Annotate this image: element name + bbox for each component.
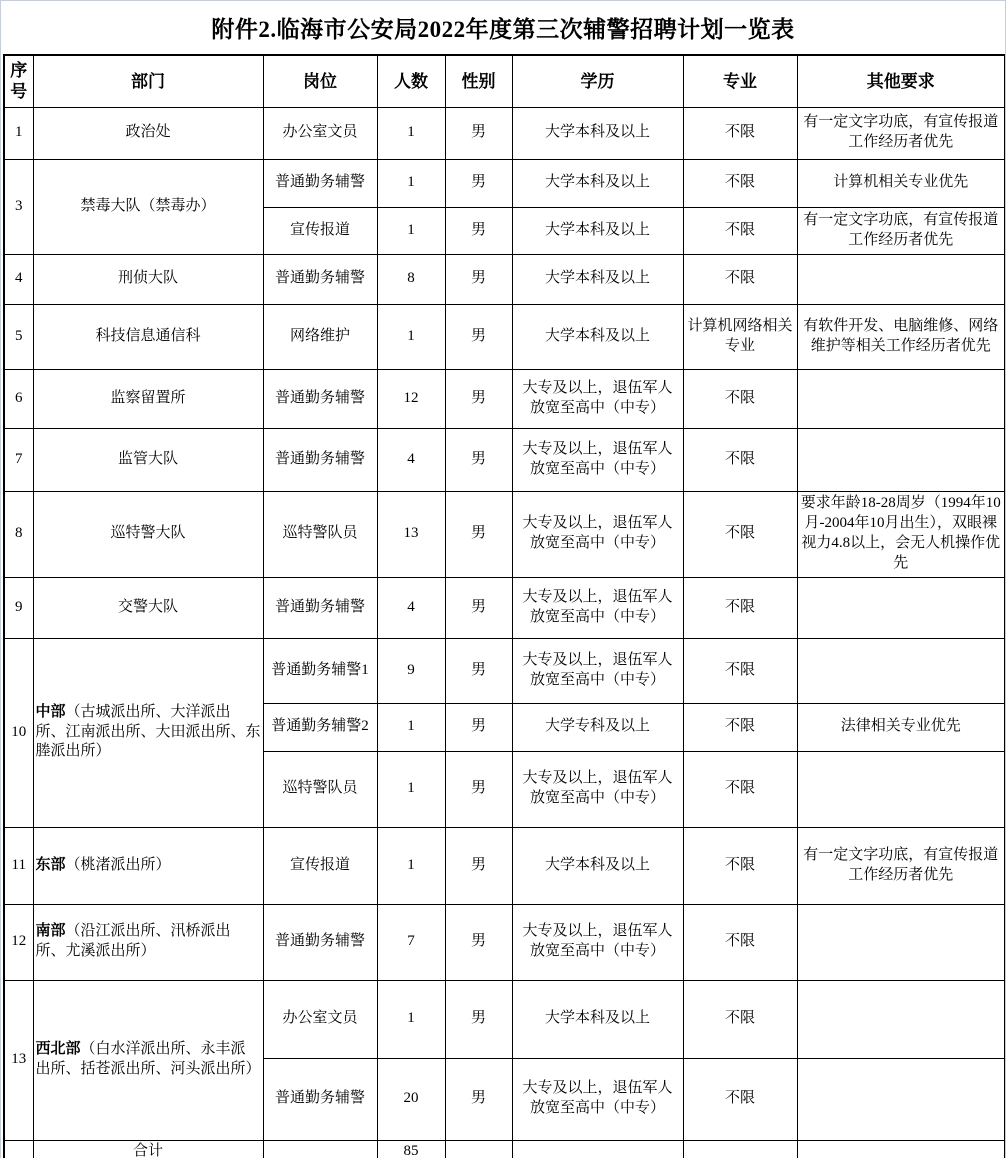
cell-count: 1 (377, 703, 445, 751)
cell-gender: 男 (445, 369, 512, 428)
cell-dept (33, 980, 263, 1140)
cell-edu: 大学本科及以上 (512, 107, 683, 159)
cell-no: 10 (4, 638, 33, 827)
cell-major: 不限 (683, 428, 797, 491)
dept-name-text: 监察留置所 (110, 389, 186, 406)
cell-major: 不限 (683, 980, 797, 1058)
cell-no: 12 (4, 904, 33, 980)
dept-name-text: 刑侦大队 (117, 270, 178, 287)
dept-name-bold: 西北部 (35, 1041, 81, 1058)
cell-edu: 大专及以上，退伍军人放宽至高中（中专） (512, 751, 683, 827)
column-header-dept: 部门 (33, 55, 263, 107)
cell-post: 巡特警队员 (263, 751, 377, 827)
cell-other: 有一定文字功底，有宣传报道工作经历者优先 (797, 107, 1005, 159)
cell-other (797, 638, 1005, 703)
cell-post: 宣传报道 (263, 827, 377, 904)
cell-empty (445, 1140, 512, 1158)
table-row (4, 304, 1005, 369)
cell-post: 普通勤务辅警 (263, 577, 377, 638)
table-row (4, 254, 1005, 304)
cell-post: 网络维护 (263, 304, 377, 369)
cell-no: 8 (4, 491, 33, 577)
cell-edu: 大专及以上，退伍军人放宽至高中（中专） (512, 369, 683, 428)
cell-gender: 男 (445, 703, 512, 751)
cell-gender: 男 (445, 207, 512, 254)
cell-post: 普通勤务辅警2 (263, 703, 377, 751)
cell-major: 不限 (683, 254, 797, 304)
cell-edu: 大学本科及以上 (512, 980, 683, 1058)
dept-name-text: （桃渚派出所） (65, 856, 171, 873)
cell-edu: 大专及以上，退伍军人放宽至高中（中专） (512, 428, 683, 491)
recruitment-table (3, 54, 1006, 1158)
cell-no: 1 (4, 107, 33, 159)
dept-name-text: 交警大队 (117, 598, 178, 615)
cell-gender: 男 (445, 980, 512, 1058)
cell-major: 不限 (683, 369, 797, 428)
cell-dept (33, 638, 263, 827)
cell-count: 1 (377, 304, 445, 369)
cell-post: 普通勤务辅警1 (263, 638, 377, 703)
cell-gender: 男 (445, 1058, 512, 1140)
cell-gender: 男 (445, 638, 512, 703)
cell-other (797, 751, 1005, 827)
table-row (4, 159, 1005, 207)
dept-name-text: 监管大队 (117, 450, 178, 467)
cell-count: 4 (377, 428, 445, 491)
cell-no: 5 (4, 304, 33, 369)
cell-dept (33, 304, 263, 369)
table-row (4, 577, 1005, 638)
cell-count: 20 (377, 1058, 445, 1140)
dept-name-bold: 东部 (35, 856, 66, 873)
dept-name-text: 巡特警大队 (110, 525, 186, 542)
cell-major: 计算机网络相关专业 (683, 304, 797, 369)
cell-post: 普通勤务辅警 (263, 1058, 377, 1140)
cell-no: 6 (4, 369, 33, 428)
cell-gender: 男 (445, 751, 512, 827)
cell-major: 不限 (683, 638, 797, 703)
cell-count: 9 (377, 638, 445, 703)
cell-other: 计算机相关专业优先 (797, 159, 1005, 207)
cell-other: 法律相关专业优先 (797, 703, 1005, 751)
cell-count: 1 (377, 207, 445, 254)
cell-gender: 男 (445, 827, 512, 904)
cell-gender: 男 (445, 577, 512, 638)
table-row (4, 827, 1005, 904)
cell-other (797, 369, 1005, 428)
cell-count: 12 (377, 369, 445, 428)
column-header-no: 序号 (4, 55, 33, 107)
cell-no: 7 (4, 428, 33, 491)
cell-count: 1 (377, 751, 445, 827)
cell-major: 不限 (683, 1058, 797, 1140)
cell-count: 1 (377, 827, 445, 904)
cell-major: 不限 (683, 491, 797, 577)
cell-dept (33, 159, 263, 254)
cell-dept (33, 491, 263, 577)
cell-post: 普通勤务辅警 (263, 254, 377, 304)
cell-edu: 大学本科及以上 (512, 207, 683, 254)
cell-empty (512, 1140, 683, 1158)
cell-gender: 男 (445, 304, 512, 369)
cell-other (797, 904, 1005, 980)
cell-post: 宣传报道 (263, 207, 377, 254)
cell-dept (33, 254, 263, 304)
table-row (4, 980, 1005, 1058)
cell-count: 13 (377, 491, 445, 577)
cell-other (797, 1058, 1005, 1140)
dept-name-text: （沿江派出所、汛桥派出所、尤溪派出所） (35, 923, 231, 959)
cell-post: 普通勤务辅警 (263, 159, 377, 207)
cell-gender: 男 (445, 107, 512, 159)
column-header-major: 专业 (683, 55, 797, 107)
cell-major: 不限 (683, 207, 797, 254)
footer-total-label: 合计 (33, 1140, 263, 1158)
dept-name-bold: 南部 (35, 923, 66, 940)
cell-dept (33, 577, 263, 638)
footer-total-count: 85 (377, 1140, 445, 1158)
table-row (4, 107, 1005, 159)
dept-name-text: （白水洋派出所、永丰派出所、括苍派出所、河头派出所） (35, 1041, 261, 1077)
cell-count: 1 (377, 159, 445, 207)
cell-edu: 大专及以上，退伍军人放宽至高中（中专） (512, 577, 683, 638)
column-header-edu: 学历 (512, 55, 683, 107)
dept-name-text: 科技信息通信科 (95, 327, 201, 344)
cell-other: 有一定文字功底，有宣传报道工作经历者优先 (797, 207, 1005, 254)
cell-edu: 大学本科及以上 (512, 159, 683, 207)
header-row (4, 55, 1005, 107)
cell-empty (683, 1140, 797, 1158)
dept-name-text: （古城派出所、大洋派出所、江南派出所、大田派出所、东塍派出所） (35, 703, 261, 760)
cell-edu: 大学专科及以上 (512, 703, 683, 751)
cell-major: 不限 (683, 703, 797, 751)
cell-count: 1 (377, 107, 445, 159)
dept-name-text: 政治处 (125, 124, 171, 141)
cell-edu: 大专及以上，退伍军人放宽至高中（中专） (512, 904, 683, 980)
cell-no: 13 (4, 980, 33, 1140)
cell-other: 有一定文字功底，有宣传报道工作经历者优先 (797, 827, 1005, 904)
cell-empty (797, 1140, 1005, 1158)
cell-post: 办公室文员 (263, 107, 377, 159)
dept-name-bold: 中部 (35, 703, 66, 720)
cell-edu: 大学本科及以上 (512, 827, 683, 904)
cell-other (797, 428, 1005, 491)
cell-major: 不限 (683, 577, 797, 638)
cell-post: 普通勤务辅警 (263, 904, 377, 980)
cell-edu: 大专及以上，退伍军人放宽至高中（中专） (512, 1058, 683, 1140)
cell-count: 8 (377, 254, 445, 304)
cell-other (797, 577, 1005, 638)
column-header-count: 人数 (377, 55, 445, 107)
column-header-post: 岗位 (263, 55, 377, 107)
cell-post: 普通勤务辅警 (263, 369, 377, 428)
cell-gender: 男 (445, 159, 512, 207)
cell-edu: 大学本科及以上 (512, 304, 683, 369)
page-title: 附件2.临海市公安局2022年度第三次辅警招聘计划一览表 (211, 17, 795, 42)
dept-name-text: 禁毒大队（禁毒办） (80, 197, 216, 214)
cell-dept (33, 904, 263, 980)
cell-gender: 男 (445, 254, 512, 304)
column-header-gender: 性别 (445, 55, 512, 107)
cell-no: 4 (4, 254, 33, 304)
cell-gender: 男 (445, 904, 512, 980)
cell-edu: 大专及以上，退伍军人放宽至高中（中专） (512, 491, 683, 577)
total-row (4, 1140, 1005, 1158)
cell-other (797, 254, 1005, 304)
column-header-other: 其他要求 (797, 55, 1005, 107)
table-row (4, 428, 1005, 491)
cell-dept (33, 827, 263, 904)
cell-empty (263, 1140, 377, 1158)
cell-gender: 男 (445, 491, 512, 577)
cell-no: 11 (4, 827, 33, 904)
table-row (4, 904, 1005, 980)
cell-count: 4 (377, 577, 445, 638)
table-row (4, 491, 1005, 577)
cell-major: 不限 (683, 751, 797, 827)
cell-edu: 大学本科及以上 (512, 254, 683, 304)
cell-other (797, 980, 1005, 1058)
cell-dept (33, 107, 263, 159)
table-row (4, 369, 1005, 428)
cell-no: 3 (4, 159, 33, 254)
cell-count: 1 (377, 980, 445, 1058)
cell-other: 有软件开发、电脑维修、网络维护等相关工作经历者优先 (797, 304, 1005, 369)
table-row (4, 638, 1005, 703)
cell-post: 办公室文员 (263, 980, 377, 1058)
cell-major: 不限 (683, 827, 797, 904)
cell-dept (33, 369, 263, 428)
cell-post: 巡特警队员 (263, 491, 377, 577)
cell-count: 7 (377, 904, 445, 980)
cell-major: 不限 (683, 904, 797, 980)
cell-other: 要求年龄18-28周岁（1994年10月-2004年10月出生），双眼裸视力4.8以上，会无人机操作优先 (797, 491, 1005, 577)
cell-empty (4, 1140, 33, 1158)
cell-dept (33, 428, 263, 491)
cell-post: 普通勤务辅警 (263, 428, 377, 491)
cell-gender: 男 (445, 428, 512, 491)
cell-major: 不限 (683, 159, 797, 207)
cell-no: 9 (4, 577, 33, 638)
cell-major: 不限 (683, 107, 797, 159)
cell-edu: 大专及以上，退伍军人放宽至高中（中专） (512, 638, 683, 703)
